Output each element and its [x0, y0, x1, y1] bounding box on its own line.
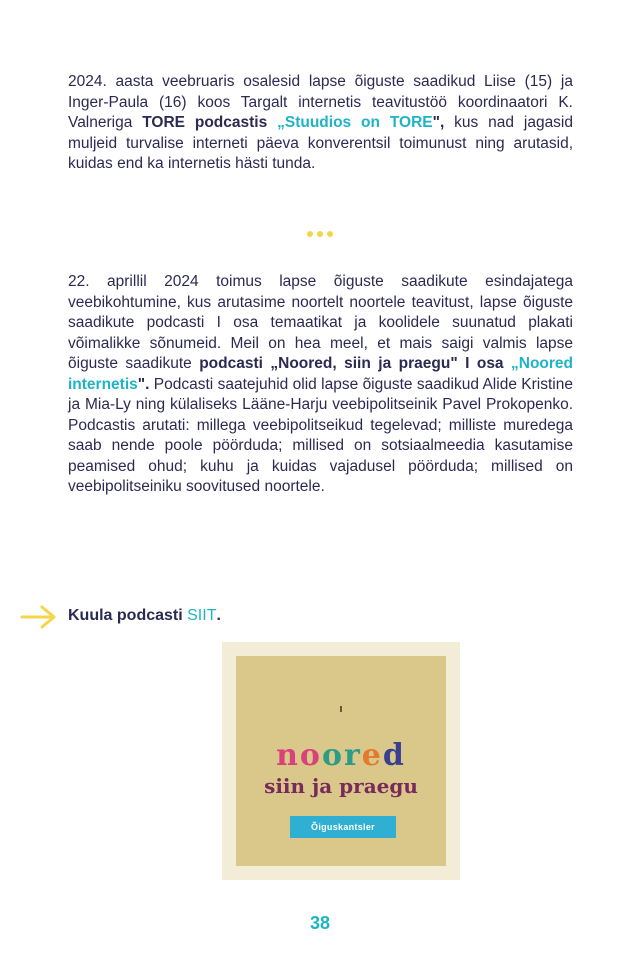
- stuudios-on-tore-link[interactable]: „Stuudios on TORE: [277, 114, 433, 131]
- dot: [307, 231, 313, 237]
- cover-title-part: no: [276, 738, 322, 773]
- cover-title-part: or: [321, 738, 362, 773]
- cover-title-part: d: [382, 738, 406, 773]
- paragraph-text: kus nad jagasid muljeid turvalise interneti päeva konverentsil toimunust ning arutasid, kuidas end ka internetis hästi tunda.: [68, 114, 573, 172]
- cover-title-part: e: [361, 738, 383, 773]
- podcast-cover[interactable]: [222, 642, 460, 880]
- podcast-siit-link[interactable]: SIIT: [187, 607, 217, 624]
- bold-text: TORE podcastis: [142, 114, 278, 131]
- arrow-right-icon: [20, 604, 58, 630]
- bold-text: podcasti „Noored, siin ja praegu" I osa: [199, 355, 511, 372]
- divider-dots: [300, 228, 340, 240]
- listen-label: Kuula podcasti: [68, 607, 188, 624]
- listen-end: .: [216, 607, 221, 624]
- dot: [327, 231, 333, 237]
- paragraph-text: 2024. aasta veebruaris osalesid lapse õiguste saadikud Liise (15) ja Inger-Paula (16) koos Targalt internetis teavitustöö koordinaatori K. Valneriga: [68, 73, 573, 131]
- page-number: 38: [309, 913, 331, 933]
- noored-internetis-link[interactable]: „Noored internetis: [68, 355, 573, 393]
- paragraph-noored-podcast: [68, 272, 573, 498]
- listen-podcast-line: [68, 607, 221, 625]
- podcast-cover-art: [236, 656, 446, 866]
- bold-text: ",: [432, 114, 445, 131]
- dot: [317, 231, 323, 237]
- paragraph-text: Podcasti saatejuhid olid lapse õiguste saadikud Alide Kristine ja Mia-Ly ning külaliseks Lääne-Harju veebipolitseinik Pavel Prokopenko. Podcastis arutati: millega veebipolitseikud tegelevad; milliste muredega saab nende poole pöörduda; millised on sotsiaalmeedia kasutamise peamised ohud; kuhu ja kuidas vajadusel pöörduda; millised on veebipolitseiniku soovitused noortele.: [68, 375, 573, 495]
- cover-title: [236, 738, 446, 773]
- bold-text: ".: [137, 375, 150, 393]
- paragraph-tore-podcast: [68, 72, 573, 175]
- cover-mark: [340, 706, 342, 712]
- cover-badge: Õiguskantsler: [290, 816, 396, 838]
- paragraph-text: 22. aprillil 2024 toimus lapse õiguste saadikute esindajatega veebikohtumine, kus arutasime noortelt noortele teavitust, lapse õiguste saadikute podcasti I osa temaatikat ja koolidele suunatud plakati võimalikke sõnumeid. Meil on hea meel, et mais saigi valmis lapse õiguste saadikute: [68, 273, 573, 372]
- cover-subtitle: siin ja praegu: [264, 774, 418, 798]
